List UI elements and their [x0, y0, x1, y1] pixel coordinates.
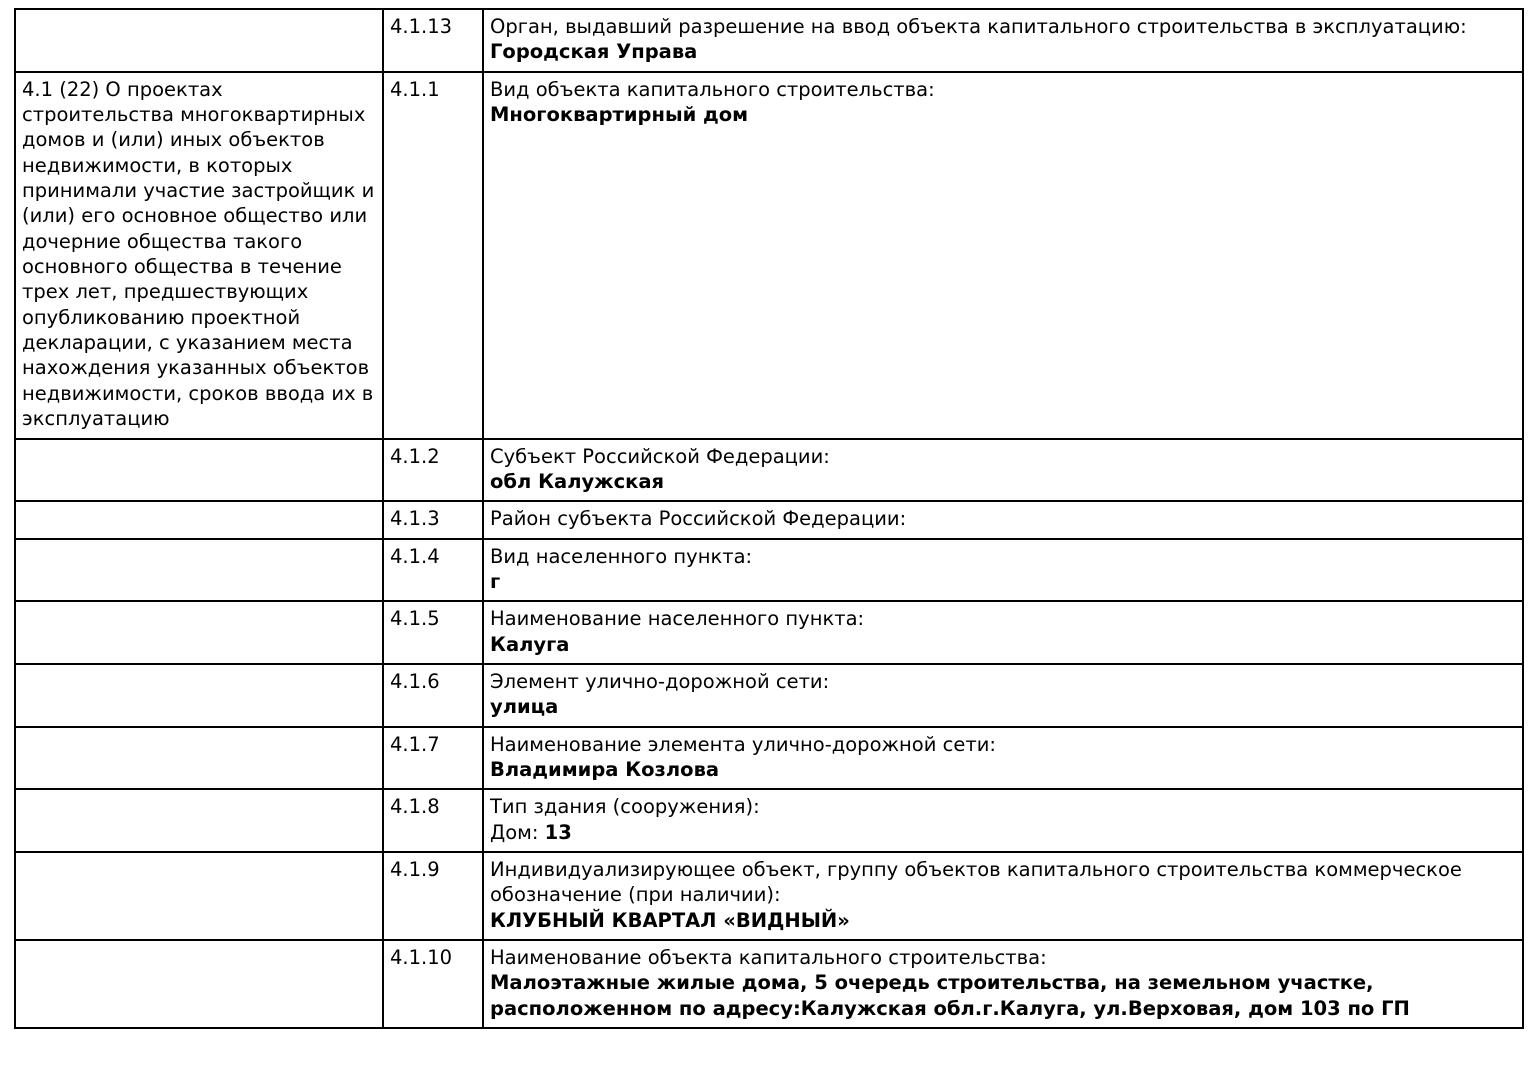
field-value-wrap: [490, 820, 1516, 845]
document-page: [0, 8, 1529, 1029]
row-index: 4.1.1: [383, 72, 483, 439]
field-value: Владимира Козлова: [490, 757, 720, 781]
table-row: [15, 9, 1523, 72]
table-row: [15, 439, 1523, 502]
section-cell: [15, 439, 383, 502]
field-label: Наименование объекта капитального строительства:: [490, 946, 1047, 969]
row-content: [483, 501, 1523, 538]
row-content: [483, 539, 1523, 602]
field-value: КЛУБНЫЙ КВАРТАЛ «ВИДНЫЙ»: [490, 908, 850, 932]
section-text: 4.1 (22) О проектах строительства многоквартирных домов и (или) иных объектов недвижимости, в которых принимали участие застройщик и (или) его основное общество или дочерние общества такого основного общества в течение трех лет, предшествующих опубликованию проектной декларации, с указанием места нахождения указанных объектов недвижимости, сроков ввода их в эксплуатацию: [22, 77, 375, 431]
row-index: 4.1.5: [383, 601, 483, 664]
table-row: [15, 72, 1523, 439]
field-value: Многоквартирный дом: [490, 103, 749, 127]
table-row: [15, 664, 1523, 727]
field-label: Наименование населенного пункта:: [490, 607, 865, 631]
field-value-prefix: обл: [490, 469, 539, 493]
row-index: 4.1.2: [383, 439, 483, 502]
field-value: Городская Управа: [490, 40, 698, 64]
field-label: Наименование элемента улично-дорожной сети:: [490, 732, 996, 756]
section-cell-4-1: [15, 72, 383, 439]
row-index: 4.1.9: [383, 852, 483, 940]
row-content: [483, 9, 1523, 72]
row-content: [483, 727, 1523, 790]
field-label: Тип здания (сооружения):: [490, 795, 760, 819]
section-cell: [15, 852, 383, 940]
section-cell: [15, 9, 383, 72]
row-content: [483, 72, 1523, 439]
field-value: Малоэтажные жилые дома, 5 очередь строительства, на земельном участке, расположенном по адресу:Калужская обл.г.Калуга, ул.Верховая, дом 103 по ГП: [490, 971, 1410, 1020]
field-value-wrap: [490, 469, 1516, 494]
section-cell: [15, 940, 383, 1028]
field-label: Индивидуализирующее объект, группу объектов капитального строительства коммерческое обозначение (при наличии):: [490, 857, 1462, 907]
row-content: [483, 789, 1523, 852]
section-cell: [15, 789, 383, 852]
row-content: [483, 852, 1523, 940]
field-value: улица: [490, 695, 559, 719]
section-cell: [15, 664, 383, 727]
row-content: [483, 439, 1523, 502]
field-label: Орган, выдавший разрешение на ввод объекта капитального строительства в эксплуатацию:: [490, 15, 1467, 38]
row-index: 4.1.8: [383, 789, 483, 852]
field-value: 13: [544, 820, 572, 844]
field-value-prefix: Дом:: [490, 820, 545, 844]
row-content: [483, 940, 1523, 1028]
table-row: [15, 727, 1523, 790]
section-cell: [15, 501, 383, 538]
project-declaration-table: [14, 8, 1524, 1029]
row-index: 4.1.6: [383, 664, 483, 727]
table-row: [15, 852, 1523, 940]
table-row: [15, 940, 1523, 1028]
section-cell: [15, 539, 383, 602]
field-label: Район субъекта Российской Федерации:: [490, 507, 907, 531]
table-row: [15, 501, 1523, 538]
table-row: [15, 601, 1523, 664]
field-label: Элемент улично-дорожной сети:: [490, 669, 830, 693]
field-value: г: [490, 569, 501, 593]
field-label: Вид населенного пункта:: [490, 544, 753, 568]
row-index: 4.1.13: [383, 9, 483, 72]
row-content: [483, 664, 1523, 727]
field-label: Субъект Российской Федерации:: [490, 444, 830, 468]
field-value: Калуга: [490, 632, 570, 656]
row-index: 4.1.3: [383, 501, 483, 538]
row-content: [483, 601, 1523, 664]
row-index: 4.1.7: [383, 727, 483, 790]
row-index: 4.1.4: [383, 539, 483, 602]
row-index: 4.1.10: [383, 940, 483, 1028]
field-value: Калужская: [538, 469, 665, 493]
table-row: [15, 539, 1523, 602]
table-row: [15, 789, 1523, 852]
section-cell: [15, 601, 383, 664]
section-cell: [15, 727, 383, 790]
field-label: Вид объекта капитального строительства:: [490, 77, 935, 101]
